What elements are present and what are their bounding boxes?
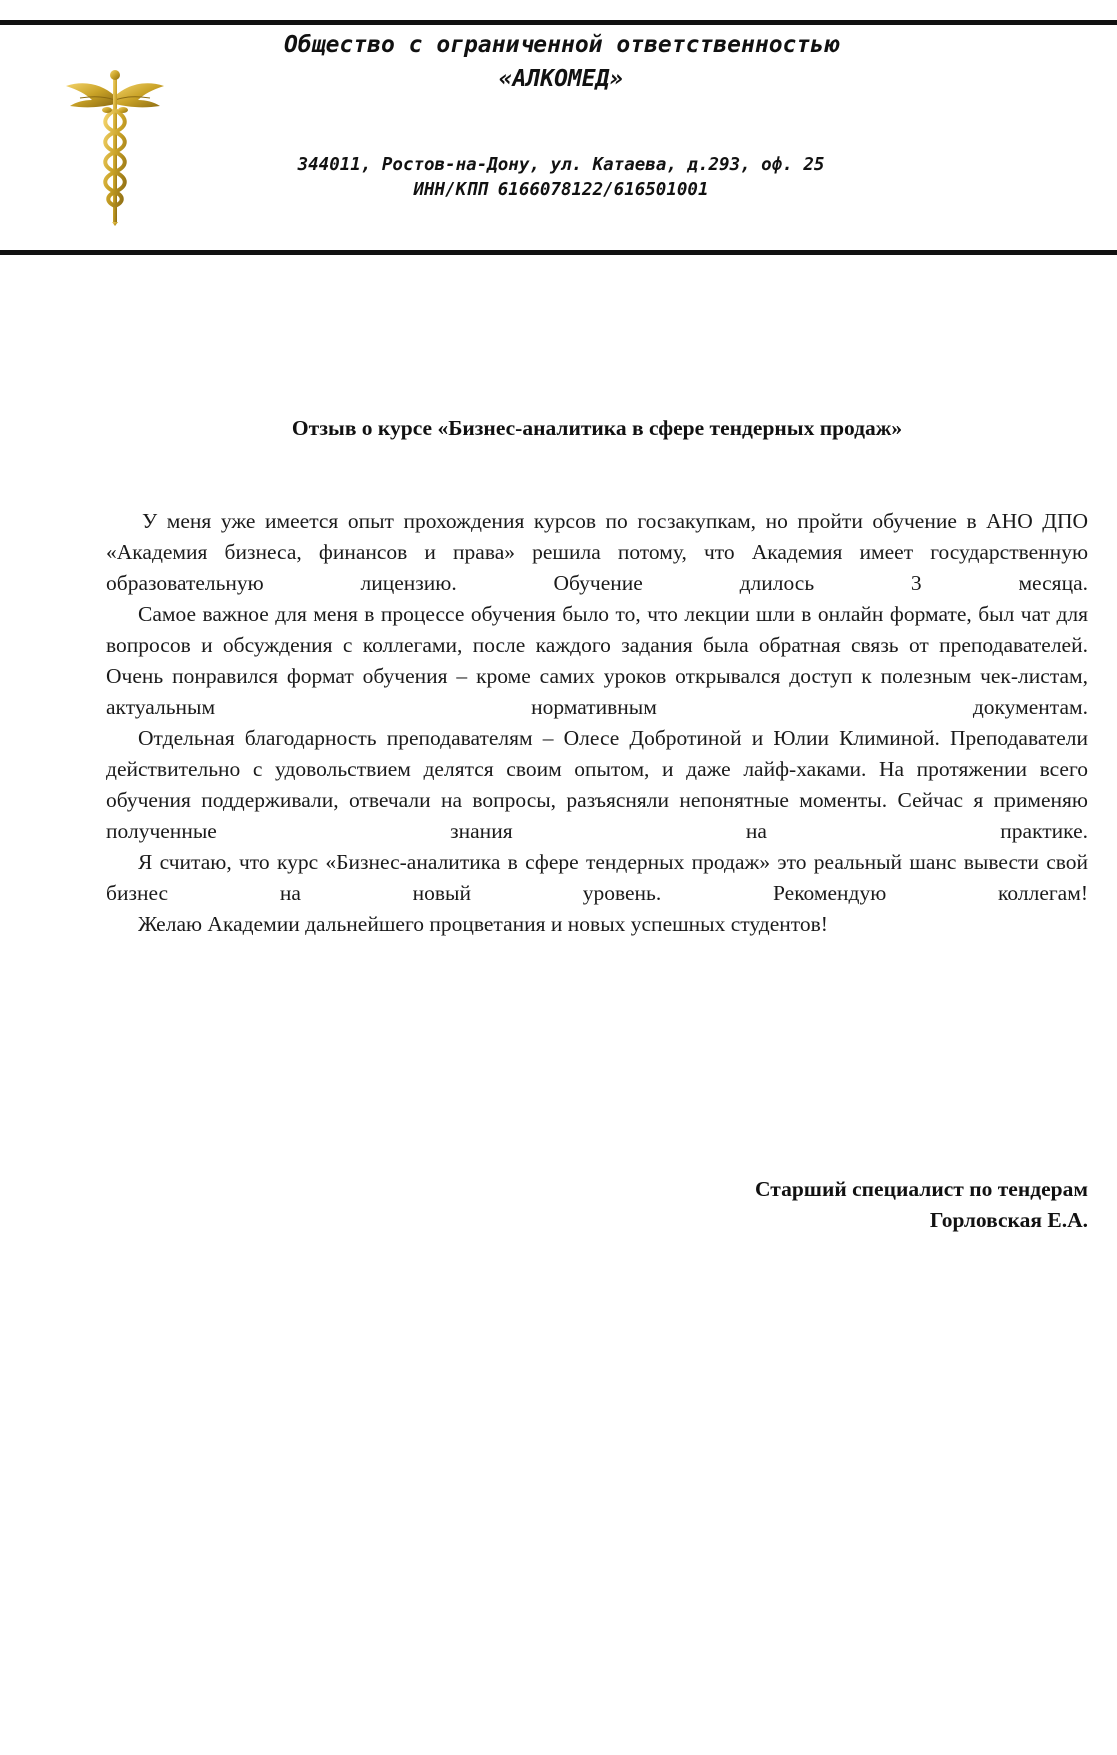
review-body [106,506,1088,940]
review-paragraph: Отдельная благодарность преподавателям – Олесе Добротиной и Юлии Климиной. Преподаватели действительно с удовольствием делятся своим опытом, и даже лайф-хаками. На протяжении всего обучения поддерживали, отвечали на вопросы, разъясняли непонятные моменты. Сейчас я применяю полученные знания на практике. [106,726,1088,843]
company-name: Общество с ограниченной ответственностью [284,32,838,58]
company-brand: «АЛКОМЕД» [498,66,624,92]
review-paragraph: Самое важное для меня в процессе обучения было то, что лекции шли в онлайн формате, был чат для вопросов и обсуждения с коллегами, после каждого задания была обратная связь от преподавателей. Очень понравился формат обучения – кроме самих уроков открывался доступ к полезным чек-листам, актуальным нормативным документам. [106,602,1088,719]
review-paragraph: Я считаю, что курс «Бизнес-аналитика в сфере тендерных продаж» это реальный шанс вывести свой бизнес на новый уровень. Рекомендую коллегам! [106,850,1088,905]
review-paragraph: У меня уже имеется опыт прохождения курсов по госзакупкам, но пройти обучение в АНО ДПО «Академия бизнеса, финансов и права» решила потому, что Академия имеет государственную образовательную лицензию. Обучение длилось 3 месяца. [106,509,1088,595]
header-top-rule [0,20,1117,25]
company-address: 344011, Ростов-на-Дону, ул. Катаева, д.293, оф. 25 [297,155,825,175]
company-inn-kpp: ИНН/КПП 6166078122/616501001 [413,180,709,200]
document-title: Отзыв о курсе «Бизнес-аналитика в сфере тендерных продаж» [291,416,903,440]
signature-position: Старший специалист по тендерам [755,1177,1088,1201]
signature-name: Горловская Е.А. [929,1208,1088,1232]
header-bottom-rule [0,250,1117,255]
review-paragraph: Желаю Академии дальнейшего процветания и новых успешных студентов! [138,912,828,936]
signature-block [488,1174,1088,1236]
